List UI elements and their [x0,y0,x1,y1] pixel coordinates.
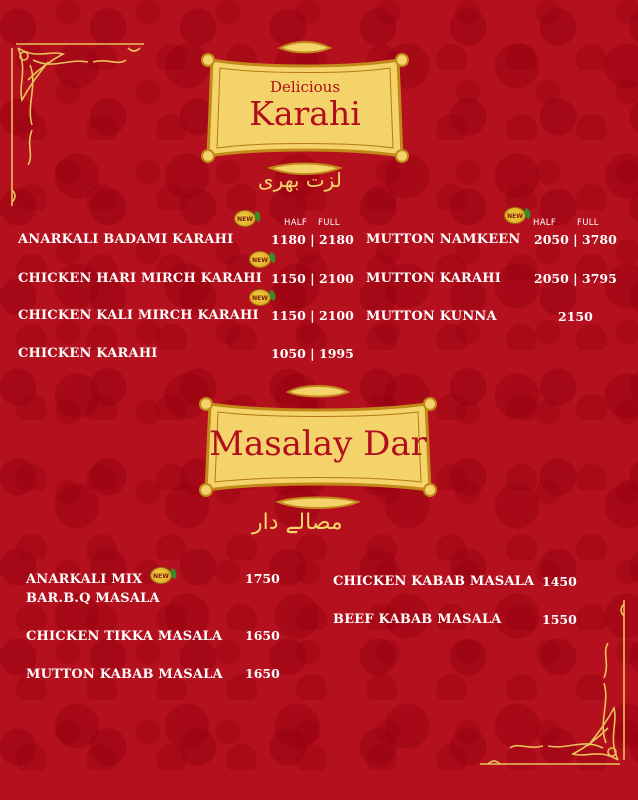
menu-item-name: CHICKEN HARI MIRCH KARAHI [18,271,262,286]
menu-item-name-line2: BAR.B.Q MASALA [26,591,160,606]
banner-subtitle: Delicious [269,78,341,96]
menu-item-name: CHICKEN KALI MIRCH KARAHI [18,308,259,323]
menu-item-name: CHICKEN TIKKA MASALA [26,629,223,644]
menu-item-price: 2050 | 3780 [534,232,617,247]
menu-item-name: MUTTON KUNNA [366,309,497,324]
menu-item-price: 1180 | 2180 [271,232,354,247]
top-left-ornament [8,40,148,210]
urdu-subtitle-masalay-dar: مصالے دار [252,510,343,535]
menu-item-name: MUTTON NAMKEEN [366,232,521,247]
menu-item-name: CHICKEN KARAHI [18,346,158,361]
new-badge-icon: NEW [234,210,256,227]
new-badge-icon: NEW [249,289,271,306]
menu-item-name: BEEF KABAB MASALA [333,612,502,627]
half-header: HALF [284,218,308,228]
full-header: FULL [318,218,340,228]
full-header-right: FULL [577,218,599,228]
masalay-dar-banner [198,382,438,512]
section-title-masalay-dar: Masalay Dar [209,424,427,464]
menu-item-name: ANARKALI BADAMI KARAHI [18,232,234,247]
menu-item-price: 2050 | 3795 [534,271,617,286]
menu-item-name: ANARKALI MIX [26,572,143,587]
menu-item-name: CHICKEN KABAB MASALA [333,574,535,589]
menu-item-name: MUTTON KARAHI [366,271,502,286]
new-badge-icon: NEW [150,567,172,584]
menu-item-price: 2150 [558,309,593,324]
menu-item-price: 1050 | 1995 [271,346,354,361]
menu-item-name: MUTTON KABAB MASALA [26,667,223,682]
new-badge-icon: NEW [249,251,271,268]
section-title-karahi: Karahi [249,94,361,133]
half-header-right: HALF [533,218,557,228]
menu-item-price: 1650 [245,666,280,681]
menu-item-price: 1750 [245,571,280,586]
menu-item-price: 1150 | 2100 [271,308,354,323]
menu-item-price: 1550 [542,612,577,627]
menu-item-price: 1450 [542,574,577,589]
new-badge-icon: NEW [504,207,526,224]
menu-item-price: 1150 | 2100 [271,271,354,286]
karahi-banner [200,38,410,180]
menu-item-price: 1650 [245,628,280,643]
urdu-subtitle-karahi: لزت بھری [258,168,342,192]
